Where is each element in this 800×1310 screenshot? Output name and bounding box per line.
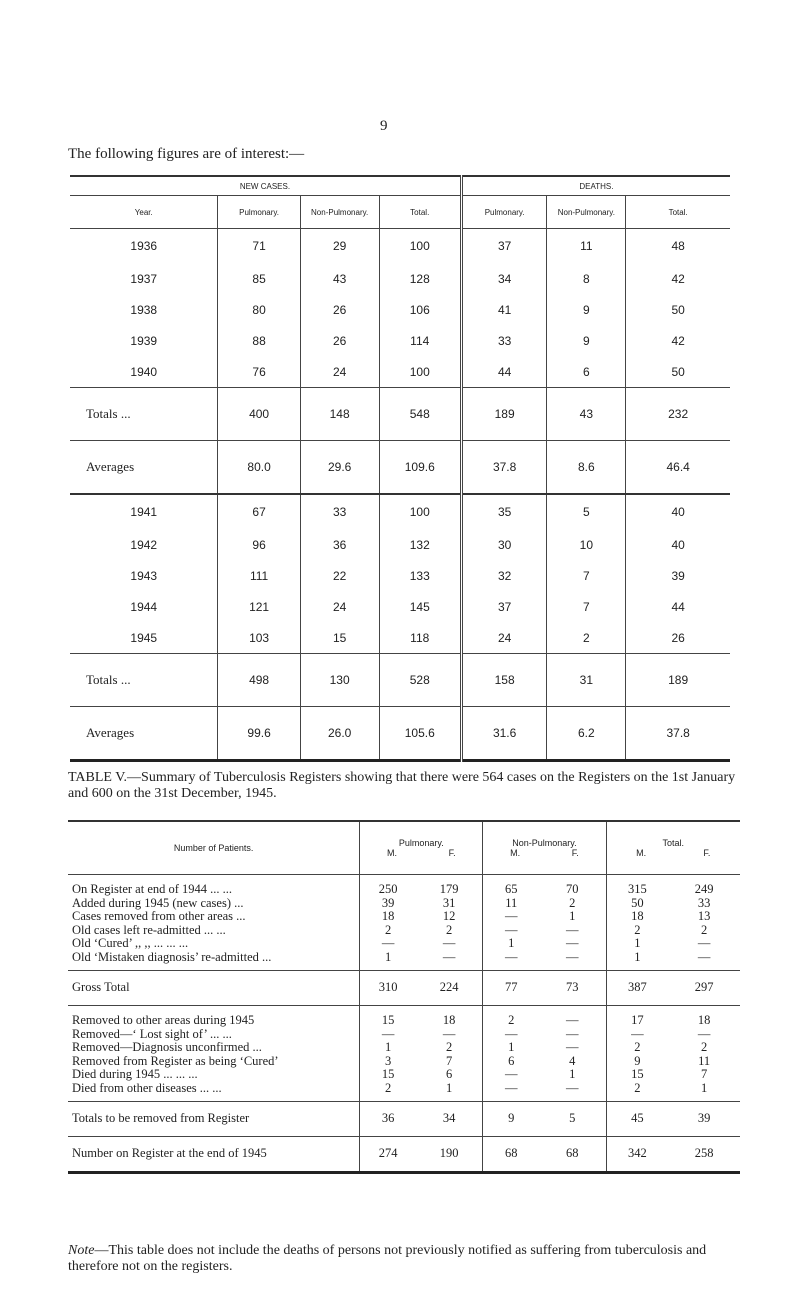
table-cell: 1943	[70, 560, 218, 591]
table-cell: 2	[483, 1006, 539, 1028]
total-row	[68, 1137, 740, 1173]
table-cell: 1	[416, 1082, 483, 1096]
table-cell: 88	[218, 325, 300, 356]
table-cell: 5	[539, 1102, 606, 1137]
table-row	[68, 924, 740, 938]
table-cell: 6	[416, 1068, 483, 1082]
total-title: Total.	[662, 838, 685, 848]
table-cell: 40	[671, 537, 685, 552]
table-row	[68, 1041, 740, 1055]
table-cell: 387	[606, 971, 668, 1006]
table-cell: —	[539, 924, 606, 938]
table-cell: 6.2	[547, 707, 626, 761]
table-cell: 76	[218, 356, 300, 388]
table-cell: 2	[700, 922, 708, 937]
table-cell: 8	[547, 263, 626, 294]
table-row	[68, 937, 740, 951]
table-cell: 145	[379, 591, 461, 622]
total-row	[68, 971, 740, 1006]
table-cell: 67	[218, 494, 300, 529]
table-cell: 3	[384, 1053, 392, 1068]
table-cell: 37.8	[626, 707, 730, 761]
table-cell: —	[504, 1080, 518, 1095]
note-text: —This table does not include the deaths of persons not previously notified as suffering from tuberculosis and therefore not on the registers.	[68, 1243, 707, 1274]
table-cell: 118	[379, 622, 461, 654]
column-header: Pulmonary.	[461, 196, 547, 229]
table-cell: —	[539, 937, 606, 951]
table-cell: Removed to other areas during 1945	[68, 1006, 360, 1028]
table-cell: 179	[416, 875, 483, 897]
table-cell: 548	[379, 388, 461, 441]
table-cell: Totals to be removed from Register	[68, 1102, 360, 1137]
table-cell: 1	[634, 936, 641, 950]
table-cell: 6	[508, 1053, 515, 1068]
table-cell: 249	[668, 875, 740, 897]
table-cell: Old cases left re-admitted ... ...	[68, 924, 360, 938]
table-cell: 18	[668, 1006, 740, 1028]
table-cell: 158	[461, 654, 547, 707]
table-cell: 189	[461, 388, 547, 441]
table-cell: 31	[416, 897, 483, 911]
table-cell: 2	[700, 1040, 708, 1054]
column-header: Total.	[626, 196, 730, 229]
table-cell: 39	[671, 568, 685, 583]
table-cell: —	[416, 937, 483, 951]
table-cell: 18	[416, 1006, 483, 1028]
table-cell: 1	[508, 936, 515, 950]
m-label: M.	[510, 848, 521, 858]
table-cell: 65	[483, 875, 539, 897]
table-cell: 29	[300, 229, 379, 264]
table-cell: 7	[547, 591, 626, 622]
table-cell: 2	[416, 1041, 483, 1055]
table-cell: 77	[483, 971, 539, 1006]
table-cell: —	[631, 1026, 644, 1041]
table-cell: 11	[547, 229, 626, 264]
table-cell: 9	[483, 1102, 539, 1137]
table-cell: 128	[379, 263, 461, 294]
nonpulmonary-title: Non-Pulmonary.	[512, 838, 577, 848]
table-cell: 15	[300, 622, 379, 654]
table-cell: 29.6	[300, 441, 379, 495]
column-header: Pulmonary.	[218, 196, 300, 229]
table-cell: 121	[218, 591, 300, 622]
table-cell: 35	[461, 494, 547, 529]
table-cell: Averages	[70, 441, 218, 495]
table-cell: 13	[697, 909, 711, 923]
table-cell: 7	[416, 1055, 483, 1069]
table-cell: 42	[671, 271, 685, 286]
table-cell: 96	[218, 529, 300, 560]
table-cell: 6	[547, 356, 626, 388]
table-cell: 103	[218, 622, 300, 654]
table-cell: 1940	[70, 356, 218, 388]
table-cell: 5	[547, 494, 626, 529]
table-cell: 130	[300, 654, 379, 707]
table-cell: 2	[384, 1080, 392, 1095]
table-cell: 44	[461, 356, 547, 388]
table-cell: 33	[300, 494, 379, 529]
table-row	[70, 294, 730, 325]
new-cases-header: NEW CASES.	[70, 176, 461, 196]
table-row	[70, 591, 730, 622]
table-cell: 105.6	[379, 707, 461, 761]
table-cell: 44	[671, 599, 685, 614]
table-cell: 33	[697, 895, 711, 910]
table-cell: 24	[300, 356, 379, 388]
table-row	[70, 325, 730, 356]
table-cell: 39	[668, 1102, 740, 1137]
table-cell: Added during 1945 (new cases) ...	[68, 897, 360, 911]
table-cell: 7	[700, 1067, 708, 1081]
table-cell: 26	[300, 294, 379, 325]
table-cell: 50	[671, 364, 685, 379]
table-cell: 1942	[70, 529, 218, 560]
table-cell: 9	[547, 294, 626, 325]
table-cell: 68	[539, 1137, 606, 1173]
table-cell: Gross Total	[68, 971, 360, 1006]
table-cell: 80	[218, 294, 300, 325]
table-cell: 189	[626, 654, 730, 707]
m-label: M.	[387, 848, 397, 858]
table-cell: 1938	[70, 294, 218, 325]
table-cell: 2	[634, 1040, 641, 1054]
table-cell: Old ‘Mistaken diagnosis’ re-admitted ...	[68, 951, 360, 965]
note-label: Note	[68, 1243, 95, 1258]
table-cell: 10	[547, 529, 626, 560]
table-cell: 17	[606, 1006, 668, 1028]
table-cell: 190	[416, 1137, 483, 1173]
table-row	[68, 1068, 740, 1082]
table-cell: —	[504, 922, 518, 937]
table-row	[70, 560, 730, 591]
table-cell: Removed from Register as being ‘Cured’	[68, 1055, 360, 1069]
table-cell: Cases removed from other areas ...	[68, 910, 360, 924]
column-header: Non-Pulmonary.	[300, 196, 379, 229]
table-cell: 8.6	[547, 441, 626, 495]
table-cell: —	[539, 1006, 606, 1028]
table-cell: 2	[416, 924, 483, 938]
table-cell: 26.0	[300, 707, 379, 761]
table-cell: 46.4	[626, 441, 730, 495]
table-row	[70, 229, 730, 264]
table-cell: 1944	[70, 591, 218, 622]
table-cell: 109.6	[379, 441, 461, 495]
table-cell: 26	[671, 630, 685, 645]
table-cell: —	[539, 1082, 606, 1096]
table-cell: 24	[300, 591, 379, 622]
summary-row	[70, 388, 730, 441]
table-cell: Died during 1945 ... ... ...	[68, 1068, 360, 1082]
table-cell: 48	[671, 239, 685, 253]
table-cell: 1	[384, 1040, 392, 1054]
table-cell: 11	[698, 1053, 711, 1068]
page-number: 9	[380, 118, 388, 134]
table-cell: 232	[626, 388, 730, 441]
table-cell: Died from other diseases ... ...	[68, 1082, 360, 1096]
table-cell: —	[539, 1028, 606, 1042]
f-label: F.	[571, 848, 579, 858]
table-cell: 1936	[70, 229, 218, 264]
table-cell: 1	[700, 1080, 708, 1095]
table-cell: Old ‘Cured’ ,, ,, ... ... ...	[68, 937, 360, 951]
table-cell: Totals ...	[70, 654, 218, 707]
table-cell: 132	[379, 529, 461, 560]
table-cell: 70	[539, 875, 606, 897]
table-cell: 71	[218, 229, 300, 264]
table-cell: 36	[360, 1102, 416, 1137]
table-cell: —	[504, 1067, 518, 1081]
nonpulmonary-header	[483, 821, 606, 875]
table-cell: 1	[539, 910, 606, 924]
table-cell: —	[697, 936, 711, 950]
table-cell: 224	[416, 971, 483, 1006]
table-cell: 15	[631, 1067, 644, 1081]
table-cell: 100	[379, 356, 461, 388]
table-cell: 2	[384, 922, 392, 937]
table-row	[70, 494, 730, 529]
column-header: Non-Pulmonary.	[547, 196, 626, 229]
table-cell: 73	[539, 971, 606, 1006]
table-row	[68, 910, 740, 924]
table-cell: 2	[547, 622, 626, 654]
table-cell: —	[697, 949, 711, 964]
table-caption: TABLE V.—Summary of Tuberculosis Registers showing that there were 564 cases on the Registers on the 1st January and 600 on the 31st December, 1945.	[68, 770, 736, 801]
f-label: F.	[703, 848, 711, 858]
table-cell: 9	[634, 1053, 641, 1068]
table-cell: 250	[360, 875, 416, 897]
table-cell: —	[697, 1026, 711, 1041]
table-cell: —	[504, 909, 518, 923]
table-cell: —	[504, 1026, 518, 1041]
table-cell: 1	[539, 1068, 606, 1082]
table-cell: 22	[300, 560, 379, 591]
summary-row	[70, 654, 730, 707]
summary-row	[70, 441, 730, 495]
table-row	[68, 1006, 740, 1028]
pulmonary-header	[360, 821, 483, 875]
table-row	[70, 622, 730, 654]
table-cell: 4	[539, 1055, 606, 1069]
table-cell: 43	[300, 263, 379, 294]
table-row	[68, 1055, 740, 1069]
table-cell: 297	[668, 971, 740, 1006]
total-header	[606, 821, 740, 875]
table-cell: 498	[218, 654, 300, 707]
intro-text: The following figures are of interest:—	[68, 146, 305, 162]
table-cell: 2	[539, 897, 606, 911]
table-cell: 1	[634, 949, 641, 964]
table-cell: 274	[360, 1137, 416, 1173]
table-cell: 2	[634, 922, 641, 937]
table-cell: 43	[547, 388, 626, 441]
table-cell: 15	[360, 1006, 416, 1028]
table-row	[68, 951, 740, 965]
table-row	[68, 1082, 740, 1096]
table-cell: 41	[461, 294, 547, 325]
pulmonary-title: Pulmonary.	[398, 838, 444, 848]
table-cell: 1945	[70, 622, 218, 654]
table-cell: 258	[668, 1137, 740, 1173]
table-cell: 400	[218, 388, 300, 441]
table-row	[68, 897, 740, 911]
table-cell: Totals ...	[70, 388, 218, 441]
table-cell: 12	[416, 910, 483, 924]
table-cell: 42	[671, 333, 685, 348]
table-cell: 1	[508, 1040, 515, 1054]
table-cell: 342	[606, 1137, 668, 1173]
table-cell: 11	[505, 895, 518, 910]
table-cell: 18	[631, 909, 644, 923]
table-cell: 1	[384, 949, 392, 964]
table-cell: Averages	[70, 707, 218, 761]
table-cell: 37	[461, 591, 547, 622]
m-label: M.	[636, 848, 647, 858]
table-cell: 528	[379, 654, 461, 707]
table-cell: 2	[634, 1080, 641, 1095]
table-cell: —	[416, 951, 483, 965]
deaths-header: DEATHS.	[461, 176, 730, 196]
patients-header: Number of Patients.	[68, 821, 360, 875]
table-row	[70, 263, 730, 294]
table-cell: 40	[626, 494, 730, 529]
table-cell: —	[539, 951, 606, 965]
table-cell: 114	[379, 325, 461, 356]
table-cell: Number on Register at the end of 1945	[68, 1137, 360, 1173]
table-cell: 50	[631, 895, 644, 910]
cases-deaths-table	[70, 175, 730, 762]
f-label: F.	[448, 848, 456, 858]
table-cell: 15	[381, 1067, 395, 1081]
table-cell: 1941	[70, 494, 218, 529]
table-row	[70, 356, 730, 388]
table-cell: 31.6	[461, 707, 547, 761]
table-cell: 80.0	[218, 441, 300, 495]
table-cell: 33	[461, 325, 547, 356]
table-cell: 1937	[70, 263, 218, 294]
table-cell: Removed—‘ Lost sight of’ ... ...	[68, 1028, 360, 1042]
table-row	[68, 1028, 740, 1042]
table-cell: —	[504, 949, 518, 964]
table-cell: Removed—Diagnosis unconfirmed ...	[68, 1041, 360, 1055]
table-cell: 18	[381, 909, 395, 923]
table-cell: 37	[461, 229, 547, 264]
table-cell: —	[381, 1026, 395, 1041]
summary-row	[70, 707, 730, 761]
table-row	[70, 529, 730, 560]
table-cell: 7	[547, 560, 626, 591]
column-header: Year.	[70, 196, 218, 229]
table-cell: On Register at end of 1944 ... ...	[68, 875, 360, 897]
table-cell: 50	[671, 302, 685, 317]
table-cell: 133	[379, 560, 461, 591]
table-cell: —	[416, 1028, 483, 1042]
footnote	[68, 1243, 740, 1275]
table-cell: 36	[300, 529, 379, 560]
column-header: Total.	[379, 196, 461, 229]
table-cell: 106	[379, 294, 461, 325]
table-cell: —	[381, 936, 395, 950]
table-cell: 34	[416, 1102, 483, 1137]
table-cell: —	[539, 1041, 606, 1055]
table-cell: 148	[300, 388, 379, 441]
table-cell: 9	[547, 325, 626, 356]
registers-table	[68, 820, 740, 1174]
table-cell: 315	[606, 875, 668, 897]
total-row	[68, 1102, 740, 1137]
table-cell: 310	[360, 971, 416, 1006]
table-cell: 100	[379, 494, 461, 529]
table-cell: 24	[461, 622, 547, 654]
table-cell: 111	[218, 560, 300, 591]
table-cell: 68	[483, 1137, 539, 1173]
table-cell: 30	[461, 529, 547, 560]
table-cell: 34	[461, 263, 547, 294]
table-cell: 39	[381, 895, 395, 910]
table-cell: 32	[461, 560, 547, 591]
table-cell: 1939	[70, 325, 218, 356]
table-cell: 31	[547, 654, 626, 707]
table-cell: 100	[379, 229, 461, 264]
table-cell: 26	[300, 325, 379, 356]
table-cell: 37.8	[461, 441, 547, 495]
table-row	[68, 875, 740, 897]
table-cell: 85	[218, 263, 300, 294]
table-cell: 45	[606, 1102, 668, 1137]
table-cell: 99.6	[218, 707, 300, 761]
